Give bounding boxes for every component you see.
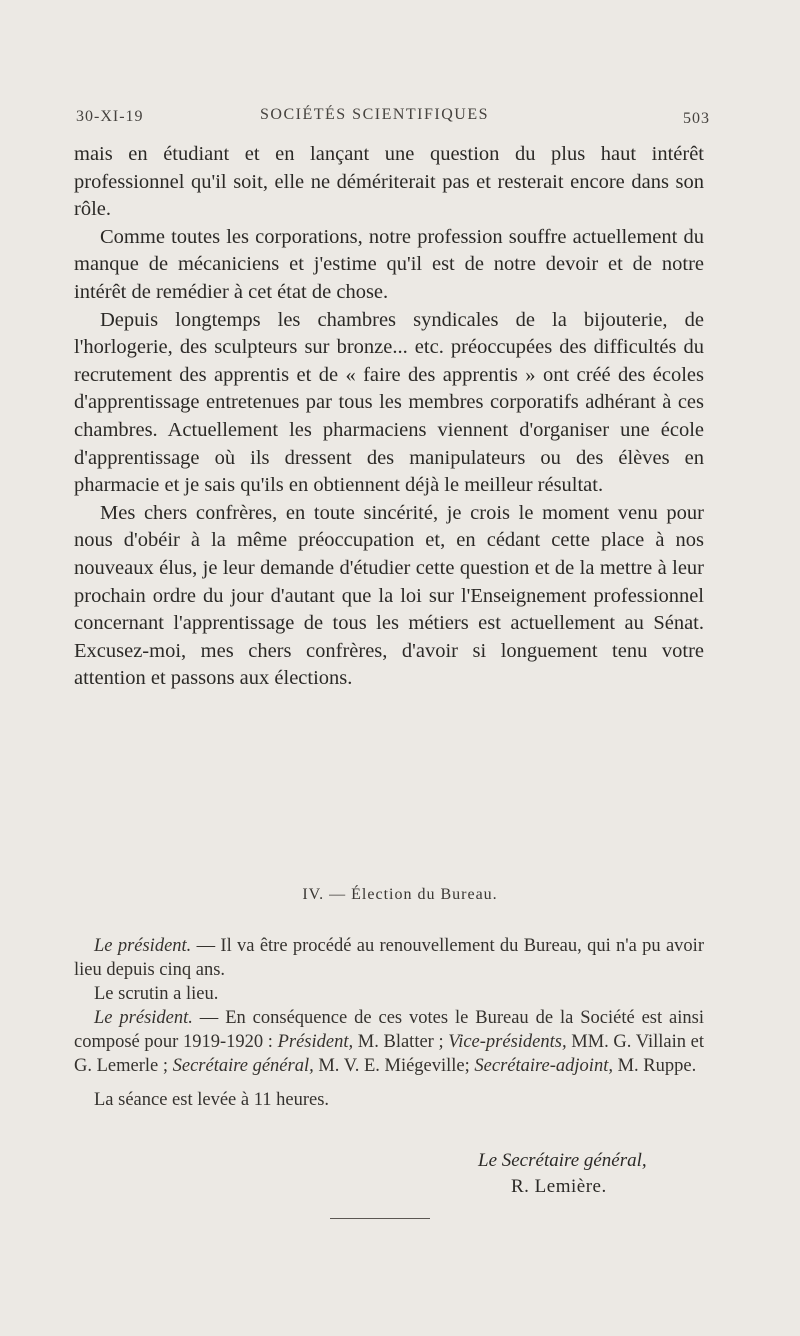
paragraph: Comme toutes les corporations, notre profession souffre actuellement du manque de mécaniciens et j'estime qu'il est de notre devoir et de notre intérêt de remédier à cet état de chose. <box>74 225 704 303</box>
signature-title: Le Secrétaire général, <box>478 1150 647 1171</box>
member-name: M. Blatter ; <box>353 1032 449 1052</box>
speaker-label: Le président. <box>94 936 192 956</box>
section-heading: IV. — Élection du Bureau. <box>302 886 498 903</box>
paragraph: Depuis longtemps les chambres syndicales de la bijouterie, de l'horlogerie, des sculpteurs sur bronze... etc. préoccupées des difficultés du recrutement des apprentis et de « faire des apprentis » ont créé des écoles d'apprentissage entretenues par tous les membres corporatifs adhérant à ces chambres. Actuellement les pharmaciens viennent d'organiser une école d'apprentissage où ils dressent des manipulateurs ou des élèves en pharmacie et je sais qu'ils en obtiennent déjà le meilleur résultat. <box>74 308 704 497</box>
member-name: M. V. E. Miégeville; <box>313 1056 475 1076</box>
role-label: Secrétaire-adjoint, <box>474 1056 613 1076</box>
minutes-text: — Il va être procédé au renouvellement du Bureau, qui n'a pu avoir lieu depuis cinq ans. <box>74 936 704 980</box>
page-number: 503 <box>683 110 710 127</box>
speaker-label: Le président. <box>94 1008 193 1028</box>
minutes-paragraph <box>74 934 704 982</box>
member-name: MM. G. Villain et G. Lemerle ; <box>74 1032 704 1076</box>
closing-line: La séance est levée à 11 heures. <box>94 1090 330 1110</box>
member-name: M. Ruppe. <box>612 1056 697 1076</box>
divider-rule <box>330 1218 430 1219</box>
role-label: Vice-présidents, <box>448 1032 567 1052</box>
running-header <box>76 102 708 132</box>
body-text <box>74 141 704 693</box>
paragraph: mais en étudiant et en lançant une question du plus haut intérêt professionnel qu'il soit, elle ne démériterait pas et resterait encore dans son rôle. <box>74 143 704 221</box>
paragraph: Mes chers confrères, en toute sincérité, je crois le moment venu pour nous d'obéir à la même préoccupation et, en cédant cette place à nos nouveaux élus, je leur demande d'étudier cette question et de la mettre à leur prochain ordre du jour d'autant que la loi sur l'Enseignement professionnel concernant l'apprentissage de tous les métiers est actuellement au Sénat. Excusez-moi, mes chers confrères, d'avoir si longuement tenu votre attention et passons aux élections. <box>74 501 704 690</box>
signature-name: R. Lemière. <box>511 1176 607 1197</box>
role-label: Président, <box>277 1032 354 1052</box>
minutes-paragraph <box>74 1006 704 1078</box>
header-title: SOCIÉTÉS SCIENTIFIQUES <box>260 106 490 123</box>
minutes-text: — En conséquence de ces votes le Bureau de la Société est ainsi composé pour 1919-1920 : <box>74 1008 704 1052</box>
minutes-paragraph: Le scrutin a lieu. <box>94 984 219 1004</box>
role-label: Secrétaire général, <box>172 1056 314 1076</box>
meeting-minutes <box>74 934 704 1112</box>
header-date: 30-XI-19 <box>76 108 144 125</box>
